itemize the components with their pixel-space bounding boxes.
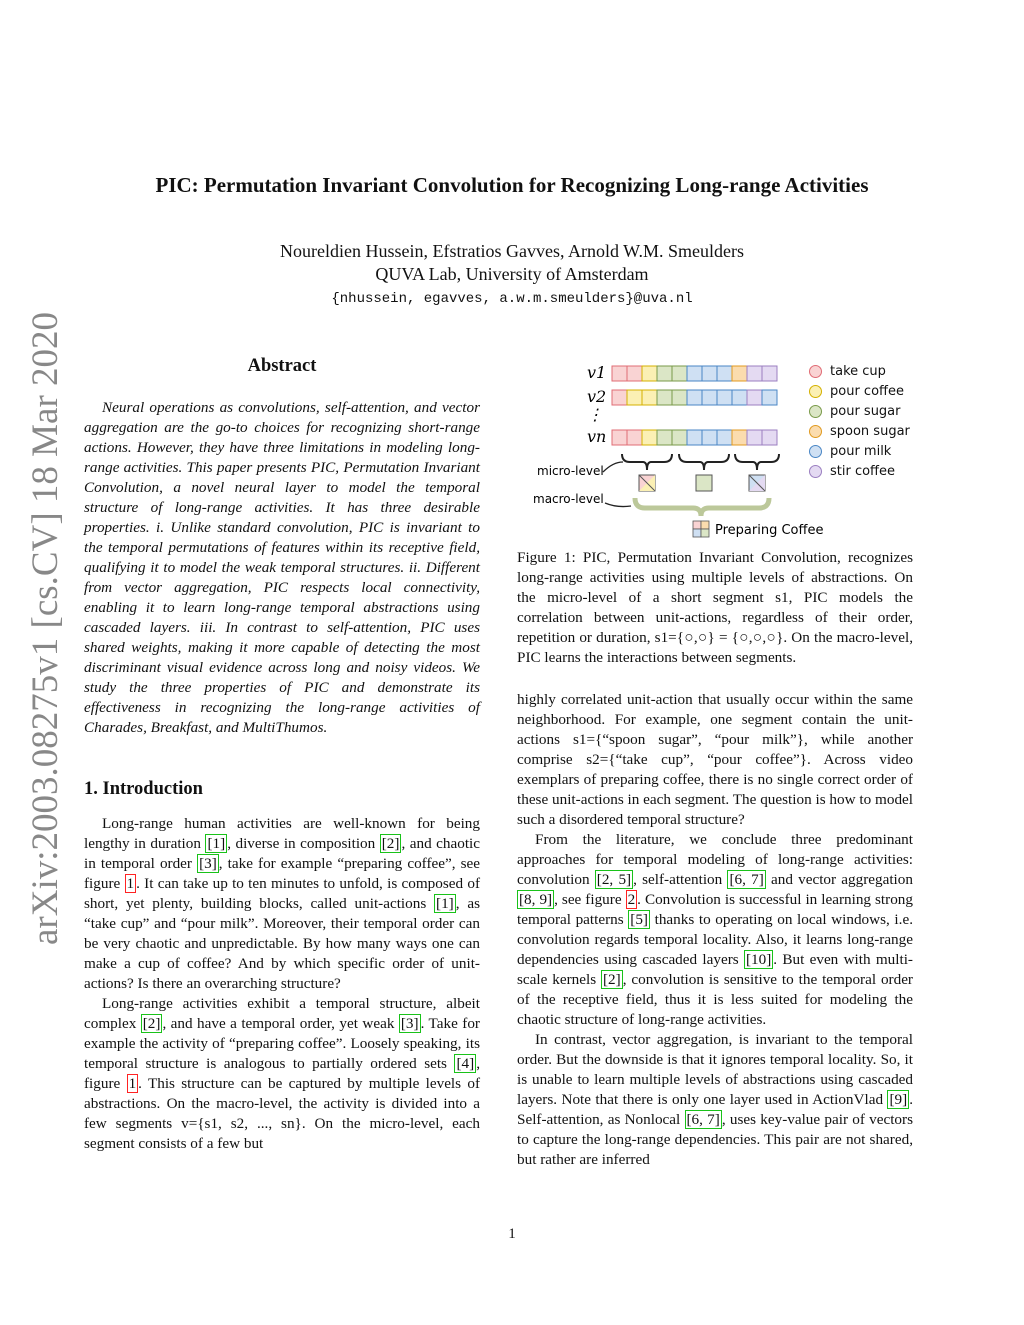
figure-reference-link[interactable]: 2 (627, 891, 636, 908)
affiliation: QUVA Lab, University of Amsterdam (375, 264, 649, 284)
intro-paragraph-1: Long-range human activities are well-known for being lengthy in duration [1] , diverse in composition [2] , and chaotic in temporal order [3] , take for example “preparing coffee”, see figure 1 . It can take up to ten minutes to unfold, is composed of short, yet plenty, building blocks, called unit-actions [1] , as “take cup” and “pour milk”. Moreover, their temporal order can be very chaotic and unpredictable. By how many ways one can make a cup of coffee? And by which specific order of unit-actions? Is there an overarching structure? (84, 815, 481, 992)
sequence-cell (657, 366, 672, 381)
left-column (84, 356, 480, 1154)
sequence-cell (642, 366, 657, 381)
legend-item (809, 421, 910, 441)
legend-item (809, 441, 910, 461)
authors: Noureldien Hussein, Efstratios Gavves, Arnold W.M. Smeulders (280, 241, 744, 261)
citation-link[interactable]: [2] (603, 971, 621, 988)
right-column (517, 548, 913, 1170)
citation-link[interactable]: [6, 7] (729, 871, 764, 888)
abstract-text: Neural operations as convolutions, self-attention, and vector aggregation are the go-to choices for recognizing short-range actions. However, they have three limitations in modeling long-range activities. This paper presents PIC, Permutation Invariant Convolution, a novel neural layer to model the temporal structure of long-range activities. It has three desirable properties. i. Unlike standard convolution, PIC is invariant to the temporal permutations of features within its receptive field, qualifying it to model the weak temporal structures. ii. Different from vector aggregation, PIC respects local connectivity, enabling it to learn long-range temporal abstractions using cascaded layers. iii. In contrast to self-attention, PIC uses shared weights, making it more capable of detecting the most discriminant visual evidence across long and noisy videos. We study the three properties of PIC and demonstrate its effectiveness in recognizing the long-range activities of Charades, Breakfast, and MultiThumos. (84, 399, 480, 736)
sequence-cell (717, 430, 732, 445)
sequence-cell (627, 366, 642, 381)
micro-brace (679, 454, 729, 470)
intro-heading: 1. Introduction (84, 779, 203, 799)
right-paragraph-3: In contrast, vector aggregation, is invariant to the temporal order. But the downside is that it ignores temporal locality. So, it is unable to learn multiple levels of abstractions using cascaded layers. Note that there is only one layer used in ActionVlad [9] . Self-attention, as Nonlocal [6, 7] , uses key-value pair of vectors to capture the long-range dependencies. This pair are not shared, but rather are inferred (517, 1031, 913, 1168)
sequence-cell (687, 390, 702, 405)
email: {nhussein, egavves, a.w.m.smeulders}@uva.nl (331, 291, 693, 307)
output-cell (693, 529, 701, 537)
abstract-heading: Abstract (247, 356, 317, 376)
sequence-cell (627, 390, 642, 405)
sequence-cell (612, 430, 627, 445)
right-paragraph-1: highly correlated unit-action that usually occur within the same neighborhood. For example, one segment contain the unit-actions s1={“spoon sugar”, “pour milk”}, while another comprise s2={“take cup”, “pour coffee”}. Across video exemplars of preparing coffee, there is no single correct order of these unit-actions in each segment. The question is how to model such a disordered temporal structure? (517, 691, 913, 828)
legend-label: stir coffee (830, 463, 896, 479)
sequence-cell (702, 366, 717, 381)
legend-label: pour coffee (830, 383, 904, 399)
citation-link[interactable]: [2, 5] (596, 871, 632, 888)
citation-link[interactable]: [6, 7] (686, 1111, 720, 1128)
citation-link[interactable]: [8, 9] (519, 891, 553, 908)
figure-reference-link[interactable]: 1 (128, 1075, 137, 1092)
sequence-cell (672, 366, 687, 381)
legend-item (809, 401, 910, 421)
micro-level-label: micro-level (537, 464, 604, 478)
micro-segment-box (696, 475, 712, 491)
citation-link[interactable]: [3] (199, 855, 217, 872)
figure-legend (809, 361, 910, 481)
legend-label: spoon sugar (830, 423, 910, 439)
legend-item (809, 461, 910, 481)
legend-label: take cup (830, 363, 886, 379)
row-label: ⋮ (587, 405, 603, 424)
citation-link[interactable]: [1] (436, 895, 454, 912)
legend-dot-icon (809, 465, 822, 478)
citation-link[interactable]: [5] (630, 911, 648, 928)
sequence-cell (672, 430, 687, 445)
figure-reference-link[interactable]: 1 (126, 875, 135, 892)
output-cell (701, 521, 709, 529)
sequence-cell (702, 390, 717, 405)
legend-item (809, 361, 910, 381)
intro-paragraph-2: Long-range activities exhibit a temporal structure, albeit complex [2] , and have a temporal order, yet weak [3] . Take for example the activity of “preparing coffee”. Loosely speaking, its temporal structure is analogous to partially ordered sets [4] , figure 1 . This structure can be captured by multiple levels of abstractions. On the macro-level, the activity is divided into a few segments v={s1, s2, ..., sn}. On the micro-level, each segment consists of a few but (84, 995, 481, 1152)
output-label: Preparing Coffee (715, 523, 824, 538)
sequence-cell (657, 390, 672, 405)
legend-label: pour sugar (830, 403, 901, 419)
row-label: v2 (587, 387, 607, 406)
right-paragraph-2: From the literature, we conclude three predominant approaches for temporal modeling of long-range activities: convolution [2, 5] , self-attention [6, 7] and vector aggregation [8, 9] , see figure 2 . Convolution is successful in learning strong temporal patterns [5] thanks to operating on local windows, i.e. convolution regards temporal locality. Also, it learns long-range dependencies using cascaded layers [10] . But even with multi-scale kernels [2] , convolution is sensitive to the temporal order of the receptive field, thus it is less suited for modeling the chaotic structure of long-range activities. (517, 831, 913, 1028)
sequence-cell (747, 366, 762, 381)
figure-1 (517, 358, 917, 543)
micro-arrow (603, 462, 623, 472)
sequence-cell (762, 390, 777, 405)
citation-link[interactable]: [1] (207, 835, 226, 852)
sequence-cell (747, 430, 762, 445)
sequence-cell (642, 430, 657, 445)
micro-brace (622, 454, 672, 470)
output-cell (693, 521, 701, 529)
row-label: v1 (587, 363, 607, 382)
sequence-cell (747, 390, 762, 405)
micro-brace (735, 454, 779, 470)
legend-dot-icon (809, 425, 822, 438)
sequence-cell (732, 390, 747, 405)
legend-dot-icon (809, 405, 822, 418)
legend-dot-icon (809, 365, 822, 378)
sequence-cell (687, 366, 702, 381)
citation-link[interactable]: [3] (400, 1015, 419, 1032)
sequence-cell (672, 390, 687, 405)
macro-arrow (605, 503, 631, 507)
sequence-cell (762, 430, 777, 445)
citation-link[interactable]: [2] (142, 1015, 161, 1032)
citation-link[interactable]: [9] (889, 1091, 908, 1108)
sequence-cell (612, 390, 627, 405)
legend-dot-icon (809, 385, 822, 398)
sequence-cell (702, 430, 717, 445)
legend-label: pour milk (830, 443, 892, 459)
macro-brace (635, 498, 769, 516)
sequence-cell (642, 390, 657, 405)
sequence-cell (627, 430, 642, 445)
page-number: 1 (508, 1226, 516, 1242)
citation-link[interactable]: [10] (745, 951, 772, 968)
output-cell (701, 529, 709, 537)
figure-1-caption: Figure 1: PIC, Permutation Invariant Convolution, recognizes long-range activities using multiple levels of abstractions. On the micro-level of a short segment s1, PIC models the correlation between unit-actions, regardless of their order, repetition or duration, s1={○,○} = {○,○,○}. On the macro-level, PIC learns the interactions between segments. (517, 549, 913, 666)
sequence-cell (612, 366, 627, 381)
sequence-cell (717, 366, 732, 381)
citation-link[interactable]: [2] (381, 835, 400, 852)
sequence-cell (762, 366, 777, 381)
citation-link[interactable]: [4] (456, 1055, 475, 1072)
sequence-cell (687, 430, 702, 445)
arxiv-identifier: arXiv:2003.08275v1 [cs.CV] 18 Mar 2020 (25, 311, 66, 945)
legend-item (809, 381, 910, 401)
row-label: vn (587, 427, 607, 446)
sequence-cell (657, 430, 672, 445)
macro-level-label: macro-level (533, 492, 604, 506)
sequence-cell (717, 390, 732, 405)
sequence-cell (732, 430, 747, 445)
legend-dot-icon (809, 445, 822, 458)
paper-title: PIC: Permutation Invariant Convolution for Recognizing Long-range Activities (155, 173, 869, 197)
sequence-cell (732, 366, 747, 381)
